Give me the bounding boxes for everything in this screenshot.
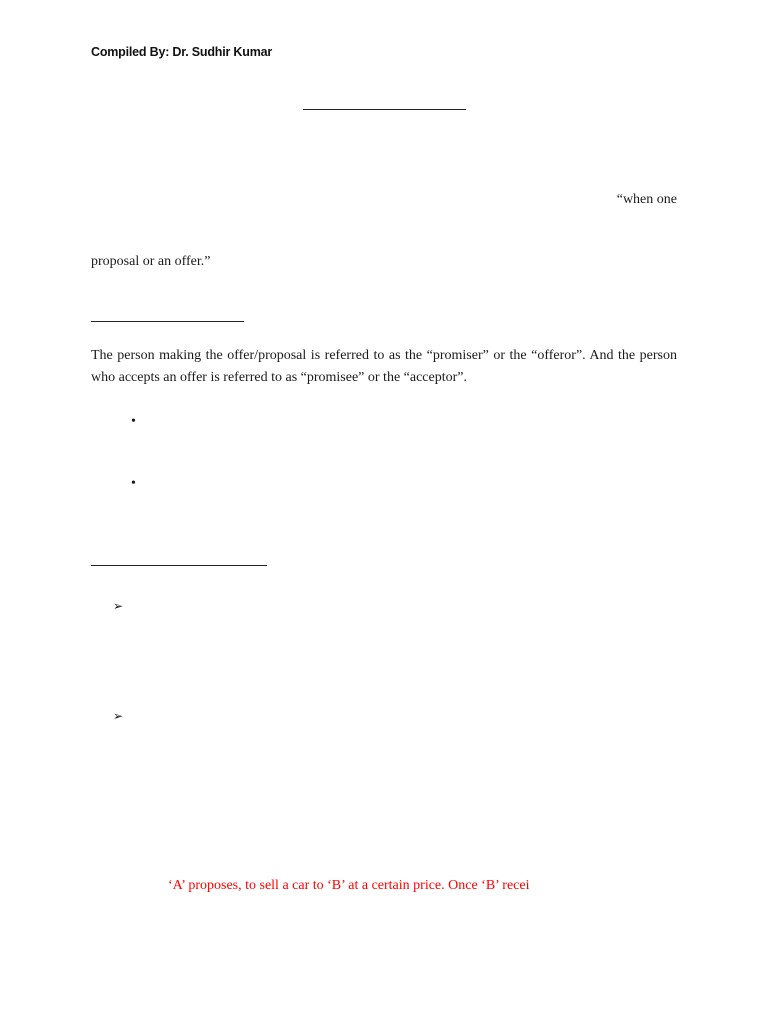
section-heading-underline <box>91 565 267 566</box>
parties-paragraph: The person making the offer/proposal is referred to as the “promiser” or the “offeror”. And the person who accepts an offer is referred to as “promisee” or the “acceptor”. <box>91 348 677 385</box>
title-underline <box>303 109 466 110</box>
arrow-bullet-icon: ➢ <box>113 599 124 613</box>
section-heading-underline <box>91 321 244 322</box>
definition-quote-start: “when one <box>616 192 677 207</box>
definition-quote-end: proposal or an offer.” <box>91 254 211 269</box>
bullet-point: • <box>131 414 136 429</box>
example-text: ‘A’ proposes, to sell a car to ‘B’ at a certain price. Once ‘B’ recei <box>168 878 530 893</box>
arrow-bullet-icon: ➢ <box>113 709 124 723</box>
compiled-by-header: Compiled By: Dr. Sudhir Kumar <box>91 45 273 59</box>
bullet-point: • <box>131 476 136 491</box>
